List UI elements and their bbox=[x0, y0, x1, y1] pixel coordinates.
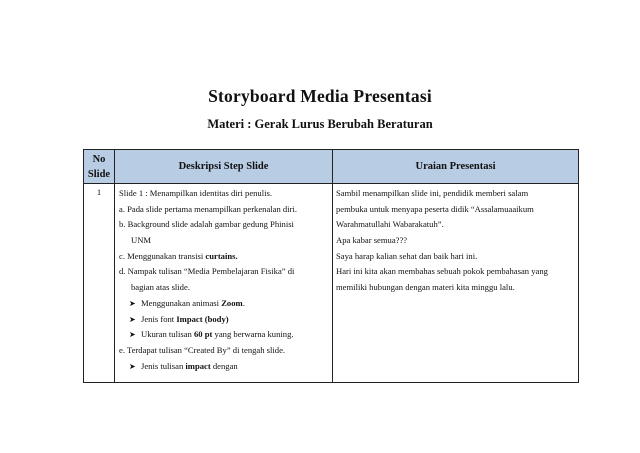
deskripsi-sub-size bbox=[119, 327, 332, 343]
deskripsi-item-d-cont: bagian atas slide. bbox=[131, 282, 190, 293]
sub-bold: impact bbox=[185, 360, 211, 371]
sub-bold: Zoom bbox=[221, 297, 243, 308]
table-row bbox=[84, 184, 579, 383]
sub-text: Menggunakan animasi bbox=[141, 297, 222, 308]
deskripsi-item-c-text: c. Menggunakan transisi bbox=[119, 250, 206, 261]
uraian-line: pembuka untuk menyapa peserta didik “Assalamuaaikum bbox=[336, 203, 534, 214]
table-header-row bbox=[84, 150, 579, 184]
deskripsi-intro: Slide 1 : Menampilkan identitas diri penulis. bbox=[119, 188, 272, 198]
uraian-line: Sambil menampilkan slide ini, pendidik memberi salam bbox=[336, 188, 529, 198]
sub-bold: Impact (body) bbox=[176, 313, 229, 324]
sub-suffix: yang berwarna kuning. bbox=[212, 329, 294, 340]
uraian-line: Apa kabar semua??? bbox=[336, 235, 408, 246]
deskripsi-item-a: a. Pada slide pertama menampilkan perkenalan diri. bbox=[119, 203, 298, 214]
uraian-cell bbox=[333, 184, 579, 383]
uraian-line: Warahmatullahi Wabarakatuh”. bbox=[336, 219, 444, 230]
sub-suffix: dengan bbox=[210, 360, 238, 371]
deskripsi-item-b-cont: UNM bbox=[131, 235, 152, 246]
header-uraian: Uraian Presentasi bbox=[333, 150, 579, 184]
uraian-line: memiliki hubungan dengan materi kita minggu lalu. bbox=[336, 282, 515, 293]
sub-bold: 60 pt bbox=[194, 329, 213, 340]
header-no-label: No bbox=[92, 153, 106, 165]
page-subtitle: Materi : Gerak Lurus Berubah Beraturan bbox=[207, 117, 433, 131]
header-no-slide bbox=[84, 150, 115, 184]
deskripsi-sub-zoom bbox=[119, 296, 332, 312]
arrow-bullet-icon: ➤ bbox=[129, 330, 136, 340]
deskripsi-item-c bbox=[119, 249, 332, 265]
deskripsi-item-e: e. Terdapat tulisan “Created By” di tengah slide. bbox=[119, 344, 286, 355]
uraian-line: Hari ini kita akan membahas sebuah pokok pembahasan yang bbox=[336, 266, 548, 277]
header-deskripsi: Deskripsi Step Slide bbox=[115, 150, 333, 184]
arrow-bullet-icon: ➤ bbox=[129, 298, 136, 308]
deskripsi-sub-font bbox=[119, 312, 332, 328]
sub-text: Jenis tulisan bbox=[141, 360, 186, 371]
storyboard-table bbox=[83, 149, 579, 383]
sub-text: Ukuran tulisan bbox=[141, 329, 194, 340]
page-title: Storyboard Media Presentasi bbox=[208, 86, 432, 106]
sub-suffix: . bbox=[242, 297, 245, 308]
deskripsi-sub-impact bbox=[119, 359, 332, 375]
deskripsi-item-c-bold: curtains. bbox=[205, 250, 238, 261]
deskripsi-cell bbox=[115, 184, 333, 383]
slide-number-cell: 1 bbox=[84, 184, 115, 383]
sub-text: Jenis font bbox=[141, 313, 177, 324]
header-slide-label: Slide bbox=[87, 168, 111, 180]
deskripsi-item-d: d. Nampak tulisan “Media Pembelajaran Fisika” di bbox=[119, 266, 295, 277]
uraian-line: Saya harap kalian sehat dan baik hari ini. bbox=[336, 250, 478, 261]
arrow-bullet-icon: ➤ bbox=[129, 361, 136, 371]
deskripsi-item-b: b. Background slide adalah gambar gedung Phinisi bbox=[119, 219, 294, 230]
arrow-bullet-icon: ➤ bbox=[129, 314, 136, 324]
